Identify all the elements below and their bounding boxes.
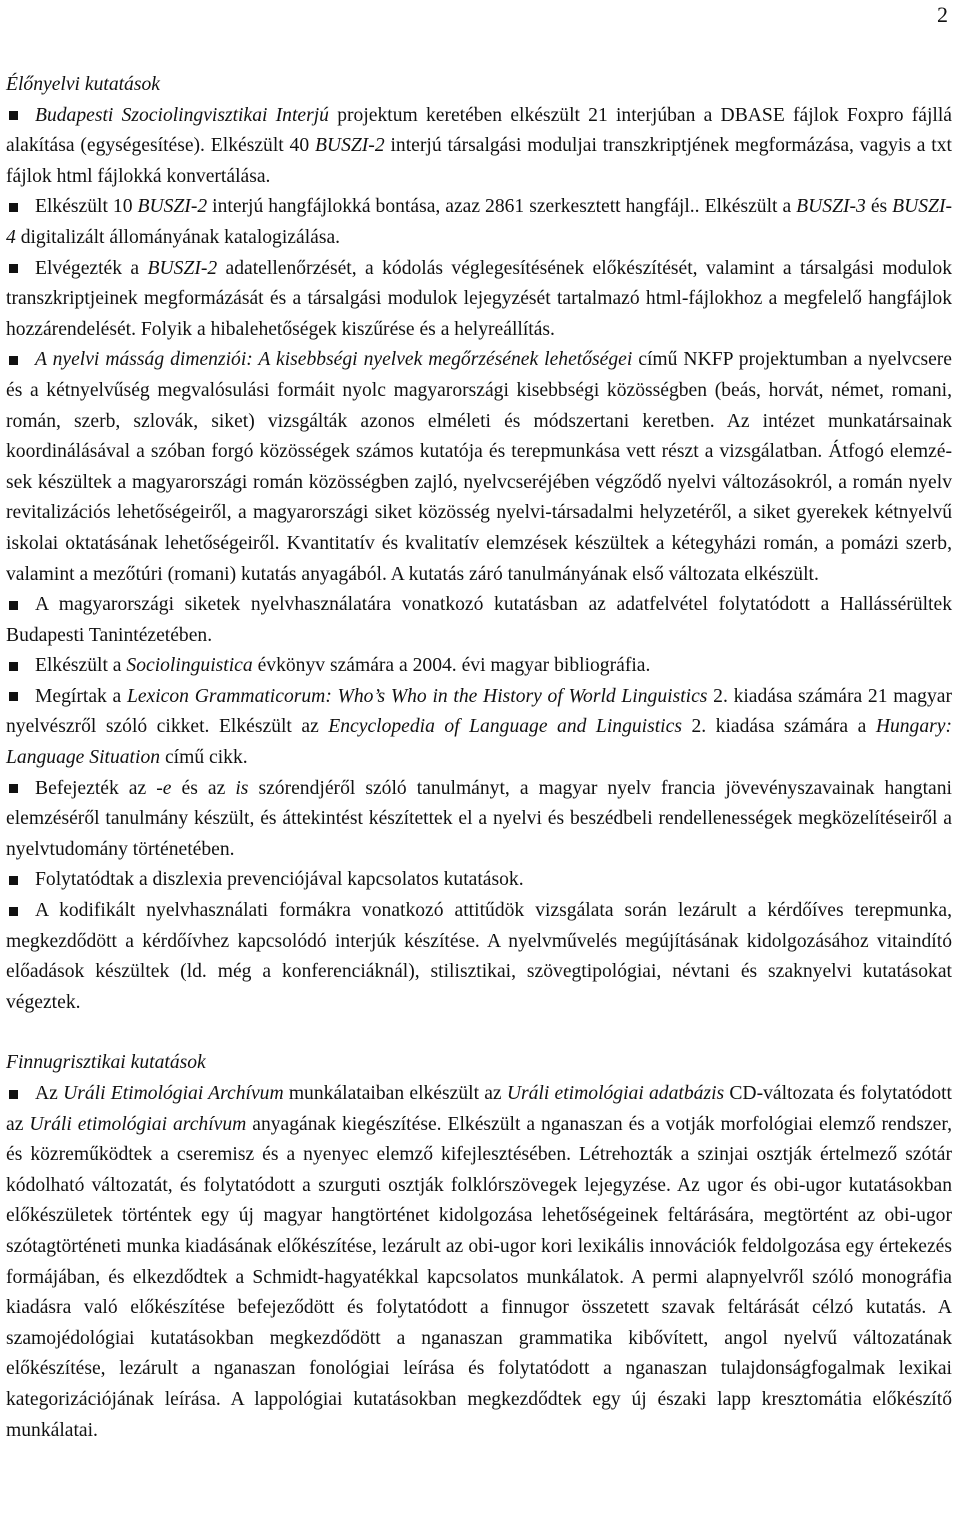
paragraph-text: szórendjéről szóló tanulmányt, a magyar nyelv francia jövevényszavainak hangtani elemzéséről tanulmány készült, és áttekintést készítettek el a nyelvi és beszédbeli rendellenességek megközelítéseiről a nyelvtudomány történetében. [6,777,952,860]
bullet-paragraph [6,192,952,253]
italic-text: Uráli etimológiai archívum [29,1113,247,1135]
paragraph-text: évkönyv számára a 2004. évi magyar bibliográfia. [252,655,651,677]
paragraph-text: Elvégezték a [35,257,148,279]
paragraph-text: A kodifikált nyelvhasználati formákra vonatkozó attitűdök vizsgálata során lezárult a kérdőíves terepmunka, megkezdődött a kérdőívhez kapcsolódó interjúk készítése. A nyelvművelés megújításának kidolgozásához vitaindító előadások készültek (ld. még a konferenciáknál), stilisztikai, szövegtipológiai, névtani és szaknyelvi kutatásokat végeztek. [6,900,952,1013]
italic-text: Lexicon Grammaticorum: Who’s Who in the History of World Linguistics [126,685,708,707]
paragraph-text: című NKFP projektumban a nyelvcsere és a kétnyelvűség megvalósulási formáit nyolc magyarországi kisebbségi közösségben (beás, horvát, német, romani, román, szerb, szlovák, siket) vizsgálták azonos elméleti és módszertani keretben. Az intézet munkatársainak koordinálásával a szóban forgó közösségek számos kutatója és terepmunkása vett részt a vizsgálatban. Átfogó elemzések készültek a magyarországi román közösségben zajló, nyelvcseréjében végződő nyelvi változásokról, a román nyelv revitalizációs lehetőségeiről, a magyarországi siket közösség nyelvi-társadalmi helyzetéről, a siket gyerekek kétnyelvű iskolai oktatásának lehetőségeiről. Kvantitatív és kvalitatív elemzések készültek a kétegyházi román, a pomázi szerb, valamint a mezőtúri (romani) kutatás anyagából. A kutatás záró tanulmányának első változata elkészült. [6,349,952,585]
paragraph-text: és az [171,777,236,799]
italic-text: Encyclopedia of Language and Linguistics [328,716,682,738]
document-body [6,70,952,1446]
paragraph-text: Az [35,1083,64,1104]
section-gap [6,1018,952,1048]
bullet-paragraph [6,865,952,896]
paragraph-text: Megírtak a [35,685,127,707]
square-bullet-icon [9,1090,18,1099]
paragraph-text: Elkészült 10 [35,196,138,218]
section-title: Finnugrisztikai kutatások [6,1052,206,1074]
italic-text: BUSZI-4 [6,196,952,248]
page-number: 2 [937,2,948,27]
bullet-paragraph [6,896,952,1018]
bullet-paragraph [6,774,952,866]
italic-text: Uráli Etimológiai Archívum [63,1083,284,1104]
paragraph-text: Elkészült a [35,655,127,677]
italic-text: Uráli etimológiai adatbázis [506,1083,725,1104]
section-title: Élőnyelvi kutatások [6,74,160,95]
italic-text: is [235,777,249,799]
italic-text: BUSZI-2 [314,135,385,157]
bullet-paragraph [6,101,952,193]
paragraph-text: 2. kiadása számára a [681,716,876,738]
paragraph-text: digitalizált állományának katalogizálása. [15,226,341,248]
paragraph-text: anyagának kiegészítése. Elkészült a nganaszan és a votják morfológiai elemző rendszer, és közreműködtek a cseremisz és a nyenyec elemző kifejlesztésében. Létrehozták a szinjai osztják értelmező szótár kódolható változatát, és folytatódott a szurguti osztják folklórszövegek lejegyzése. Az ugor és obi-ugor kutatásokban előkészületek történtek egy új magyar hangtörténet kidolgozása lehetőségeinek feltárására, megtörtént az obi-ugor szótagtörténeti munka kiadásának előkészítése, lezárult az obi-ugor kori lexikális innovációk feldolgozása egy értekezés formájában, és elkezdődtek a Schmidt-hagyatékkal kapcsolatos munkálatok. A permi alapnyelvről szóló monográfia kiadásra való előkészítése befejeződött és folytatódott a finnugor összetett szavak feltárását célzó kutatás. A szamojédológiai kutatásokban megkezdődött a nganaszan grammatika kibővített, angol nyelvű változatának előkészítése, lezárult a nganaszan fonológiai leírása és folytatódott a nganaszan tulajdonságfogalmak lexikai kategorizációjának leírása. A lappológiai kutatásokban megkezdődtek egy új északi lapp kresztomátia előkészítő munkálatai. [6,1113,952,1441]
paragraph-text: A magyarországi siketek nyelvhasználatára vonatkozó kutatásban az adatfelvétel folytatódott a Hallássérültek Budapesti Tanintézetében. [6,594,952,646]
bullet-paragraph [6,1079,952,1446]
paragraph-text: adatellenőrzését, a kódolás véglegesítésének előkészítését, valamint a társalgási modulok transzkriptjeinek megformázását és a társalgási modulok lejegyzését tartalmazó html-fájlokhoz a megfelelő hangfájlok hozzárendelését. Folyik a hibalehetőségek kiszűrése és a helyreállítás. [6,257,952,340]
bullet-paragraph [6,590,952,651]
bullet-paragraph [6,651,952,682]
square-bullet-icon [9,876,18,885]
italic-text: BUSZI-2 [137,196,208,218]
italic-text: BUSZI-3 [796,196,866,218]
paragraph-text: 2. kiadása számára 21 magyar nyelvészről szóló cikket. Elkészült az [6,685,952,738]
paragraph-text: és [865,196,893,218]
italic-text: Budapesti Szociolingvisztikai Interjú [35,104,329,126]
paragraph-text: interjú társalgási moduljai transzkriptjének megformázása, vagyis a txt fájlok html fájlokká konvertálása. [6,135,952,187]
italic-text: A nyelvi másság dimenziói: A kisebbségi nyelvek megőrzésének lehetőségei [35,349,633,371]
square-bullet-icon [9,601,18,610]
bullet-paragraph [6,254,952,346]
square-bullet-icon [9,692,18,701]
paragraph-text: Befejezték az [35,777,157,799]
paragraph-text: projektum keretében elkészült 21 interjúban a DBASE fájlok Foxpro fájllá alakítása (egységesítése). Elkészült 40 [6,104,952,157]
paragraph-text: munkálataiban elkészült az [283,1083,507,1104]
paragraph-text: Folytatódtak a diszlexia prevenciójával kapcsolatos kutatások. [35,869,524,891]
italic-text: Sociolinguistica [126,655,253,677]
square-bullet-icon [9,784,18,793]
square-bullet-icon [9,356,18,365]
italic-text: BUSZI-2 [147,257,218,279]
square-bullet-icon [9,662,18,671]
paragraph-text: CD-változata és folytatódott az [6,1083,952,1135]
square-bullet-icon [9,203,18,212]
italic-text: Hungary: Language Situation [6,716,952,769]
square-bullet-icon [9,264,18,273]
square-bullet-icon [9,907,18,916]
bullet-paragraph [6,345,952,590]
paragraph-text: című cikk. [160,747,248,769]
bullet-paragraph [6,682,952,774]
italic-text: -e [156,777,172,799]
paragraph-text: interjú hangfájlokká bontása, azaz 2861 szerkesztett hangfájl.. Elkészült a [207,196,797,218]
square-bullet-icon [9,111,18,120]
